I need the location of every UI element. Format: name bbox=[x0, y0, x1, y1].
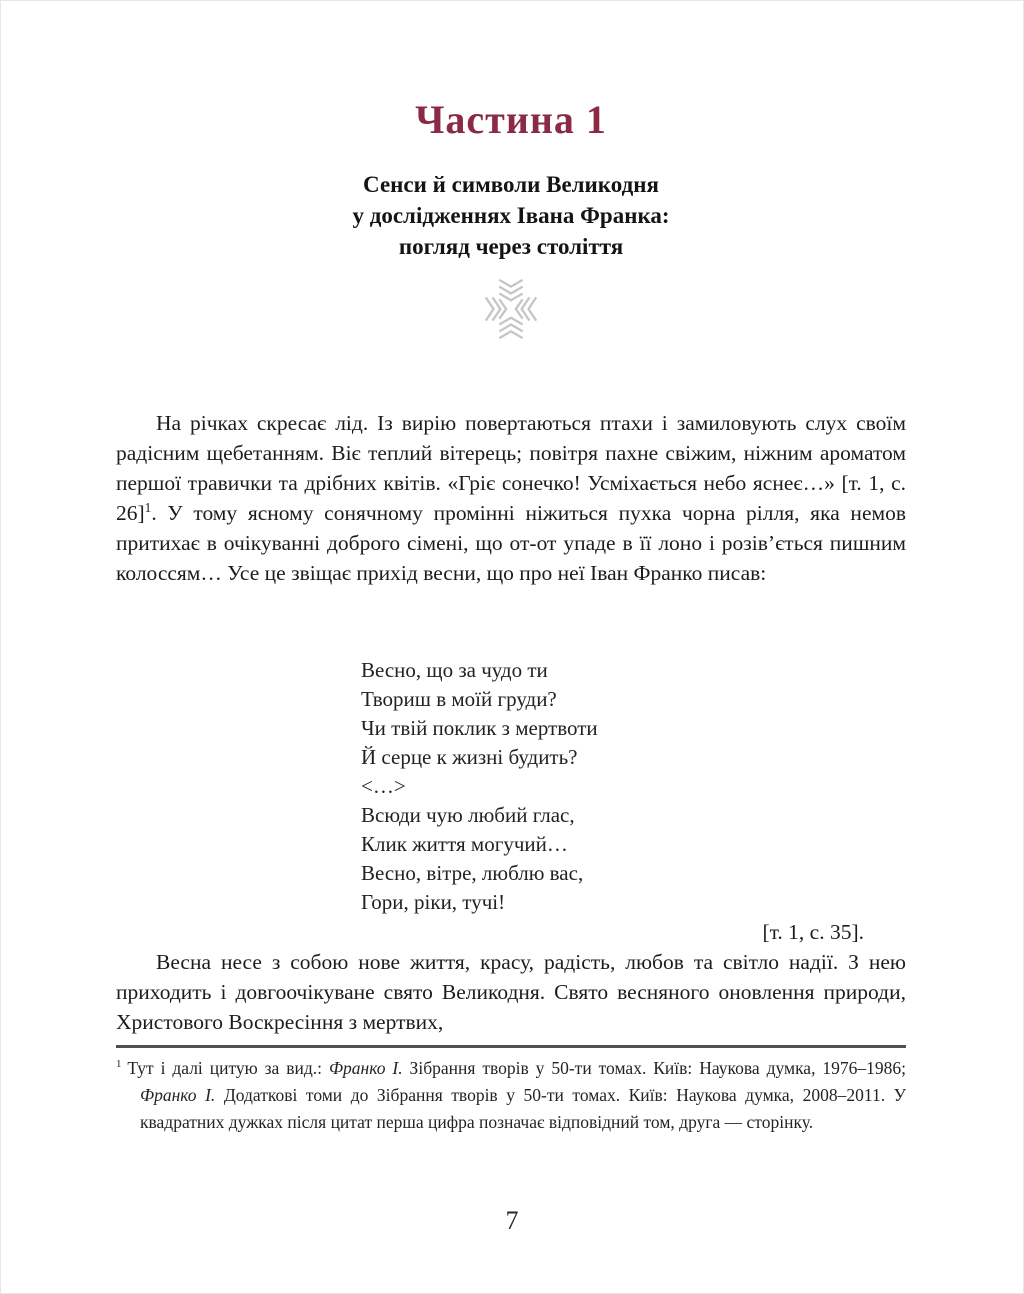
poem-line: Весно, що за чудо ти bbox=[361, 658, 548, 682]
poem-line: Твориш в моїй груди? bbox=[361, 687, 557, 711]
paragraph-1-text-before: На річках скресає лід. Із вирію повертаються птахи і замиловують слух своїм радісним щебетанням. Віє теплий вітерець; повітря пахне свіжим, ніжним ароматом першої травички та дрібних квітів. «Гріє сонечко! Усміхається небо яснеє…» [т. 1, с. 26] bbox=[116, 411, 906, 525]
poem-citation: [т. 1, с. 35]. bbox=[762, 920, 864, 944]
chapter-title-line-1: Сенси й символи Великодня bbox=[363, 172, 659, 197]
footnote-author-italic-1: Франко І. bbox=[328, 1058, 403, 1078]
paragraph-2: Весна несе з собою нове життя, красу, радість, любов та світло надії. З нею приходить і довгоочікуване свято Великодня. Свято весняного оновлення природи, Христового Воскресіння з мертвих, bbox=[116, 950, 906, 1034]
poem-line: Весно, вітре, люблю вас, bbox=[361, 861, 584, 885]
page-content bbox=[116, 1, 906, 1037]
chapter-title-line-3: погляд через століття bbox=[398, 234, 624, 259]
footnote-divider bbox=[116, 1045, 906, 1048]
poem-line: Клик життя могучий… bbox=[361, 832, 568, 856]
poem-quote bbox=[361, 656, 906, 917]
footnote-reference: 1 bbox=[144, 499, 152, 515]
poem-line: Чи твій поклик з мертвоти bbox=[361, 716, 598, 740]
footnote-marker: 1 bbox=[116, 1058, 122, 1071]
chapter-title bbox=[116, 169, 906, 262]
footnote-author-italic-2: Франко І. bbox=[140, 1085, 216, 1105]
footnote-area bbox=[116, 1045, 906, 1136]
poem-line: Й серце к жизні будить? bbox=[361, 745, 578, 769]
poem-ellipsis: <…> bbox=[361, 774, 406, 798]
page-number: 7 bbox=[505, 1206, 519, 1235]
footnote-text bbox=[116, 1055, 906, 1136]
snowflake-ornament-icon bbox=[116, 276, 906, 342]
poem-line: Всюди чую любий глас, bbox=[361, 803, 575, 827]
poem-line: Гори, ріки, тучі! bbox=[361, 890, 506, 914]
footnote-seg-3: Додаткові томи до Зібрання творів у 50-ти томах. Київ: Наукова думка, 2008–2011. У квадратних дужках після цитат перша цифра позначає відповідний том, друга — сторінку. bbox=[140, 1085, 906, 1132]
chapter-title-line-2: у дослідженнях Івана Франка: bbox=[352, 203, 670, 228]
paragraph-1-text-after: . У тому ясному сонячному промінні ніжиться пухка чорна рілля, яка немов притихає в очікуванні доброго сімені, що от-от упаде в її лоно і розів’ється пишним колоссям… Усе це звіщає прихід весни, що про неї Іван Франко писав: bbox=[116, 501, 906, 585]
footnote-seg-2: Зібрання творів у 50-ти томах. Київ: Наукова думка, 1976–1986; bbox=[402, 1058, 906, 1078]
paragraph-1 bbox=[116, 408, 906, 648]
footnote-seg-1: Тут і далі цитую за вид.: bbox=[127, 1058, 329, 1078]
part-title: Частина 1 bbox=[415, 97, 607, 142]
